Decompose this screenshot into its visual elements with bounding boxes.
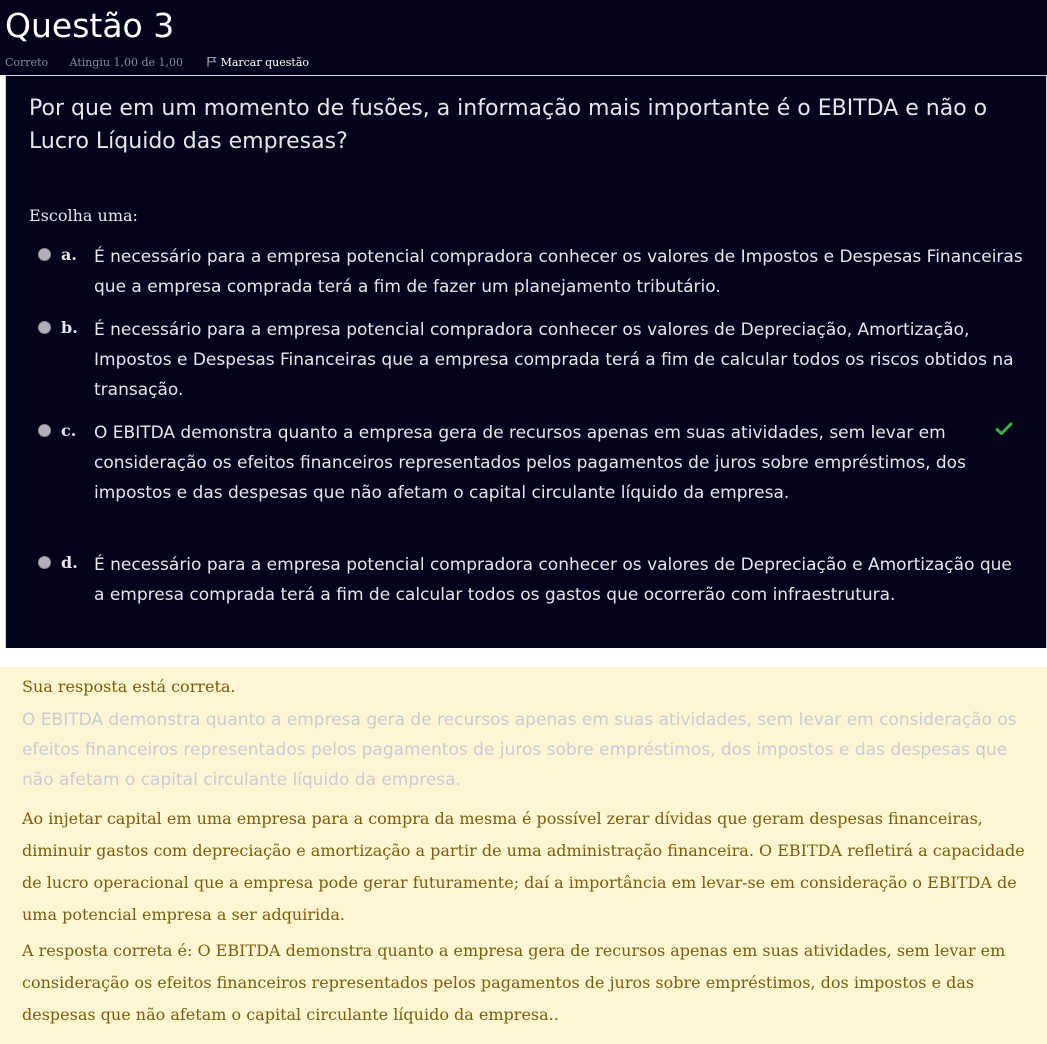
question-meta (5, 55, 309, 71)
option-letter: d. (61, 553, 78, 572)
option-text: O EBITDA demonstra quanto a empresa gera de recursos apenas em suas atividades, sem levar em consideração os efeitos financeiros representados pelos pagamentos de juros sobre empréstimos, dos impostos e das despesas que não afetam o capital circulante líquido da empresa. (94, 423, 966, 503)
grade-text: Atingiu 1,00 de 1,00 (69, 56, 184, 69)
option-letter: b. (61, 318, 78, 337)
flag-question-link[interactable] (207, 55, 309, 71)
radio-option-a[interactable] (38, 248, 51, 261)
choose-label: Escolha uma: (29, 206, 138, 225)
check-icon (995, 421, 1013, 437)
feedback-box (0, 667, 1047, 1044)
question-box (5, 75, 1047, 648)
feedback-right-answer: A resposta correta é: O EBITDA demonstra quanto a empresa gera de recursos apenas em suas atividades, sem levar em consideração os efeitos financeiros representados pelos pagamentos de juros sobre empréstimos, dos impostos e das despesas que não afetam o capital circulante líquido da empresa.. (22, 941, 1006, 1024)
radio-option-c[interactable] (38, 424, 51, 437)
option-text: É necessário para a empresa potencial compradora conhecer os valores de Impostos e Despesas Financeiras que a empresa comprada terá a fim de fazer um planejamento tributário. (94, 247, 1023, 297)
flag-question-label: Marcar questão (220, 56, 309, 69)
flag-icon (207, 56, 217, 67)
option-text: É necessário para a empresa potencial compradora conhecer os valores de Depreciação, Amortização, Impostos e Despesas Financeiras que a empresa comprada terá a fim de calcular todos os riscos obtidos na transação. (94, 320, 1014, 400)
option-letter: a. (61, 245, 77, 264)
question-header (0, 0, 1047, 75)
radio-option-d[interactable] (38, 556, 51, 569)
feedback-correct-label: Sua resposta está correta. (22, 677, 236, 696)
option-letter: c. (61, 421, 77, 440)
status-text: Correto (5, 56, 49, 69)
question-title: Questão 3 (5, 6, 175, 45)
radio-option-b[interactable] (38, 321, 51, 334)
question-text: Por que em um momento de fusões, a informação mais importante é o EBITDA e não o Lucro Líquido das empresas? (29, 96, 988, 154)
option-text: É necessário para a empresa potencial compradora conhecer os valores de Depreciação e Amortização que a empresa comprada terá a fim de calcular todos os gastos que ocorrerão com infraestrutura. (94, 555, 1012, 605)
feedback-selected-answer: O EBITDA demonstra quanto a empresa gera de recursos apenas em suas atividades, sem levar em consideração os efeitos financeiros representados pelos pagamentos de juros sobre empréstimos, dos impostos e das despesas que não afetam o capital circulante líquido da empresa. (22, 710, 1017, 790)
feedback-explanation: Ao injetar capital em uma empresa para a compra da mesma é possível zerar dívidas que geram despesas financeiras, diminuir gastos com depreciação e amortização a partir de uma administração financeira. O EBITDA refletirá a capacidade de lucro operacional que a empresa pode gerar futuramente; daí a importância em levar-se em consideração o EBITDA de uma potencial empresa a ser adquirida. (22, 809, 1025, 924)
